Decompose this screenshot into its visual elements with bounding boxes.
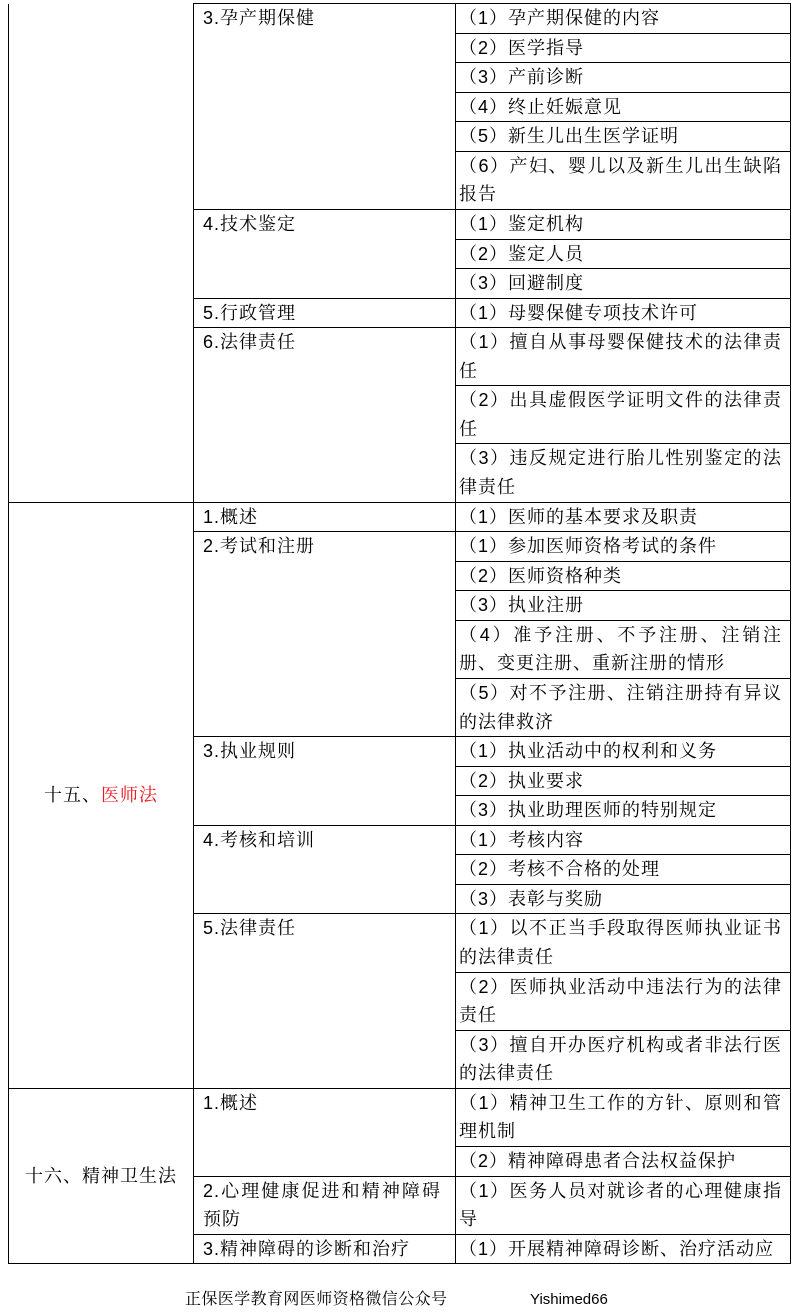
law-number: 十五、 [44,784,101,805]
item-text: （4）终止妊娠意见 [459,96,623,117]
item-text: （1）考核内容 [459,829,585,850]
table-row [9,1088,791,1146]
item-text: （1）鉴定机构 [459,213,585,234]
footer-wechat-account-label: 正保医学教育网医师资格微信公众号 [185,1291,448,1308]
item-cell [456,298,791,328]
item-cell [456,1030,791,1088]
item-text: （1）孕产期保健的内容 [459,8,661,28]
item-text: （1）医务人员对就诊者的心理健康指导 [459,1180,782,1230]
law-name: 精神卫生法 [82,1165,177,1186]
item-cell [456,92,791,122]
item-text: （3）执业注册 [459,595,585,616]
topic-cell [194,1234,456,1264]
topic-title: 4.考核和培训 [203,829,316,850]
topic-cell [194,532,456,737]
item-cell [456,269,791,299]
law-name: 医师法 [101,784,158,805]
law-cell [9,502,194,1088]
topic-title: 3.孕产期保健 [203,8,316,28]
item-text: （3）违反规定进行胎儿性别鉴定的法律责任 [459,448,782,497]
item-cell [456,4,791,34]
item-cell [456,386,791,444]
item-text: （2）医师执业活动中违法行为的法律责任 [459,976,782,1026]
topic-title: 1.概述 [203,1092,259,1113]
item-text: （3）执业助理医师的特别规定 [459,800,718,821]
item-cell [456,620,791,678]
topic-cell [194,209,456,298]
item-cell [456,328,791,386]
item-cell [456,444,791,502]
item-cell [456,1146,791,1176]
footer-wechat-id: Yishimed66 [530,1291,608,1308]
item-cell [456,502,791,532]
syllabus-table [8,3,791,1264]
item-text: （1）参加医师资格考试的条件 [459,536,718,557]
topic-cell [194,914,456,1088]
topic-title: 5.行政管理 [203,302,297,323]
topic-title: 3.执业规则 [203,741,297,762]
item-cell [456,825,791,855]
topic-title: 5.法律责任 [203,918,297,939]
topic-cell [194,502,456,532]
item-text: （3）表彰与奖励 [459,888,604,909]
item-text: （1）擅自从事母婴保健技术的法律责任 [459,332,782,381]
item-cell [456,561,791,591]
item-text: （2）精神障碍患者合法权益保护 [459,1150,737,1171]
item-cell [456,239,791,269]
page-footer [0,1290,800,1310]
item-cell [456,33,791,63]
item-text: （2）出具虚假医学证明文件的法律责任 [459,390,782,439]
item-text: （5）新生儿出生医学证明 [459,126,680,147]
item-text: （2）执业要求 [459,770,585,791]
item-cell [456,122,791,152]
topic-title: 2.心理健康促进和精神障碍预防 [203,1180,441,1230]
item-text: （1）执业活动中的权利和义务 [459,741,718,762]
item-cell [456,591,791,621]
topic-cell [194,737,456,826]
topic-cell [194,825,456,914]
item-text: （2）鉴定人员 [459,243,585,264]
item-text: （4）准予注册、不予注册、注销注册、变更注册、重新注册的情形 [459,624,782,674]
item-cell [456,1088,791,1146]
syllabus-table-body [9,4,791,1264]
item-text: （3）回避制度 [459,273,585,294]
item-cell [456,532,791,562]
item-text: （3）擅自开办医疗机构或者非法行医的法律责任 [459,1034,782,1084]
item-text: （1）医师的基本要求及职责 [459,506,699,527]
topic-cell [194,4,456,210]
topic-title: 3.精神障碍的诊断和治疗 [203,1238,411,1259]
topic-cell [194,1176,456,1234]
topic-title: 2.考试和注册 [203,536,316,557]
item-text: （2）考核不合格的处理 [459,859,661,880]
item-text: （1）母婴保健专项技术许可 [459,302,699,323]
item-cell [456,737,791,767]
item-cell [456,766,791,796]
law-cell [9,1088,194,1263]
topic-title: 1.概述 [203,506,259,527]
item-cell [456,914,791,972]
item-cell [456,63,791,93]
item-text: （1）以不正当手段取得医师执业证书的法律责任 [459,918,782,967]
item-cell [456,855,791,885]
item-cell [456,1234,791,1264]
law-cell-continued [9,4,194,503]
item-text: （2）医师资格种类 [459,565,623,586]
topic-cell [194,1088,456,1176]
item-text: （3）产前诊断 [459,67,585,88]
item-cell [456,209,791,239]
law-number: 十六、 [25,1165,82,1186]
table-row [9,502,791,532]
topic-cell [194,328,456,502]
topic-title: 6.法律责任 [203,332,297,353]
table-row [9,4,791,34]
item-cell [456,972,791,1030]
item-cell [456,796,791,826]
item-cell [456,1176,791,1234]
item-text: （5）对不予注册、注销注册持有异议的法律救济 [459,682,782,732]
item-cell [456,151,791,209]
topic-cell [194,298,456,328]
item-text: （1）精神卫生工作的方针、原则和管理机制 [459,1092,782,1142]
item-text: （1）开展精神障碍诊断、治疗活动应 [459,1238,775,1259]
item-cell [456,678,791,736]
item-text: （6）产妇、婴儿以及新生儿出生缺陷报告 [459,155,782,205]
item-text: （2）医学指导 [459,37,585,58]
topic-title: 4.技术鉴定 [203,213,297,234]
item-cell [456,884,791,914]
